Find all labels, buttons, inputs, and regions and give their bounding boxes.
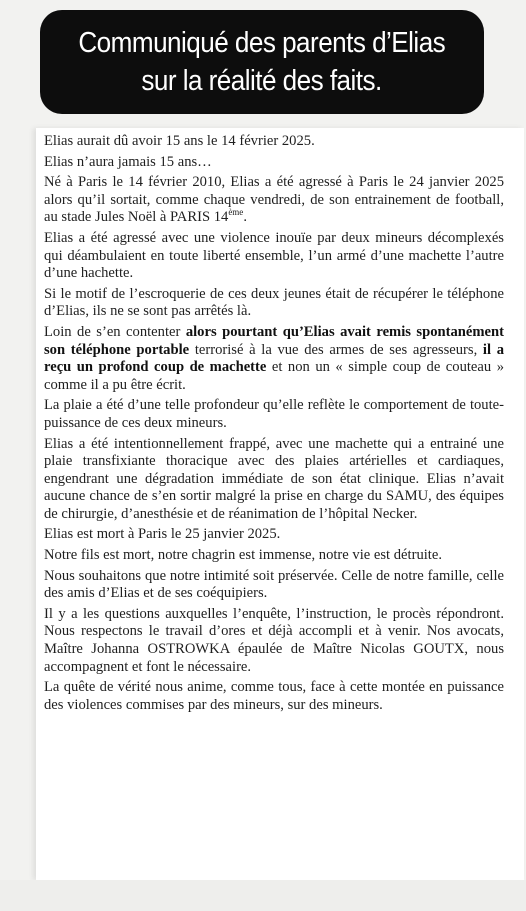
paragraph-death: Elias est mort à Paris le 25 janvier 2025.: [44, 526, 281, 543]
text-run: terrorisé à la vue des armes de ses agresseurs,: [189, 341, 483, 358]
superscript-ordinal: ème: [228, 207, 244, 218]
statement-body: [44, 133, 504, 717]
paragraph-grief: Notre fils est mort, notre chagrin est immense, notre vie est détruite.: [44, 547, 442, 564]
paragraph-truth: La quête de vérité nous anime, comme tous, face à cette montée en puissance des violences commises par des mineurs, sur des mineurs.: [44, 679, 504, 713]
bold-text-run: il a reçu un profond coup de machette: [44, 341, 505, 376]
title-line-1: Communiqué des parents d’Elias: [78, 27, 446, 59]
paragraph-medical: Elias a été intentionnellement frappé, avec une machette qui a entrainé une plaie transfixiante thoracique avec des plaies artérielles et cardiaques, engendrant une dégradation immédiate de son état clinique. Elias n’avait aucune chance de s’en sortir malgré la prise en charge du SAMU, des équipes de chirurgie, d’anesthésie et de réanimation de l’hôpital Necker.: [44, 435, 504, 522]
bold-text-run: alors pourtant qu’Elias avait remis spontanément son téléphone portable: [44, 323, 504, 358]
paragraph-investigation: Il y a les questions auxquelles l’enquête, l’instruction, le procès répondront. Nous respectons le travail d’ores et déjà accompli et à venir. Nos avocats, Maître Johanna OSTROWKA épaulée de Maître Nicolas GOUTX, nous accompagnent et font le nécessaire.: [44, 605, 504, 675]
paragraph-machete: [44, 324, 504, 394]
paragraph-birthday: Elias aurait dû avoir 15 ans le 14 février 2025.: [44, 133, 315, 149]
text-run: et non un « simple coup de couteau » comme il a pu être écrit.: [44, 359, 504, 393]
paragraph-motive: Si le motif de l’escroquerie de ces deux jeunes était de récupérer le téléphone d’Elias, ils ne se sont pas arrêtés là.: [44, 285, 504, 320]
text-run: .: [243, 209, 247, 226]
paragraph-wound: La plaie a été d’une telle profondeur qu’elle reflète le comportement de toute-puissance de ces deux mineurs.: [44, 397, 504, 431]
story-title-banner: [40, 10, 484, 114]
title-line-2: sur la réalité des faits.: [141, 65, 383, 97]
paragraph-privacy: Nous souhaitons que notre intimité soit préservée. Celle de notre famille, celle des amis d’Elias et de ses coéquipiers.: [44, 567, 504, 602]
paragraph-birth-attack: [44, 174, 504, 227]
text-run: Loin de s’en contenter: [44, 323, 186, 340]
paragraph-never-15: Elias n’aura jamais 15 ans…: [44, 153, 212, 170]
text-run: Né à Paris le 14 février 2010, Elias a été agressé à Paris le 24 janvier 2025 alors qu’il sortait, comme chaque vendredi, de son entrainement de football, au stade Jules Noël à PARIS 14: [44, 174, 504, 226]
story-background-bottom: [0, 880, 526, 911]
paragraph-violence: Elias a été agressé avec une violence inouïe par deux mineurs décomplexés qui déambulaient en toute liberté ensemble, l’un armé d’une machette l’autre d’une hachette.: [44, 229, 504, 282]
